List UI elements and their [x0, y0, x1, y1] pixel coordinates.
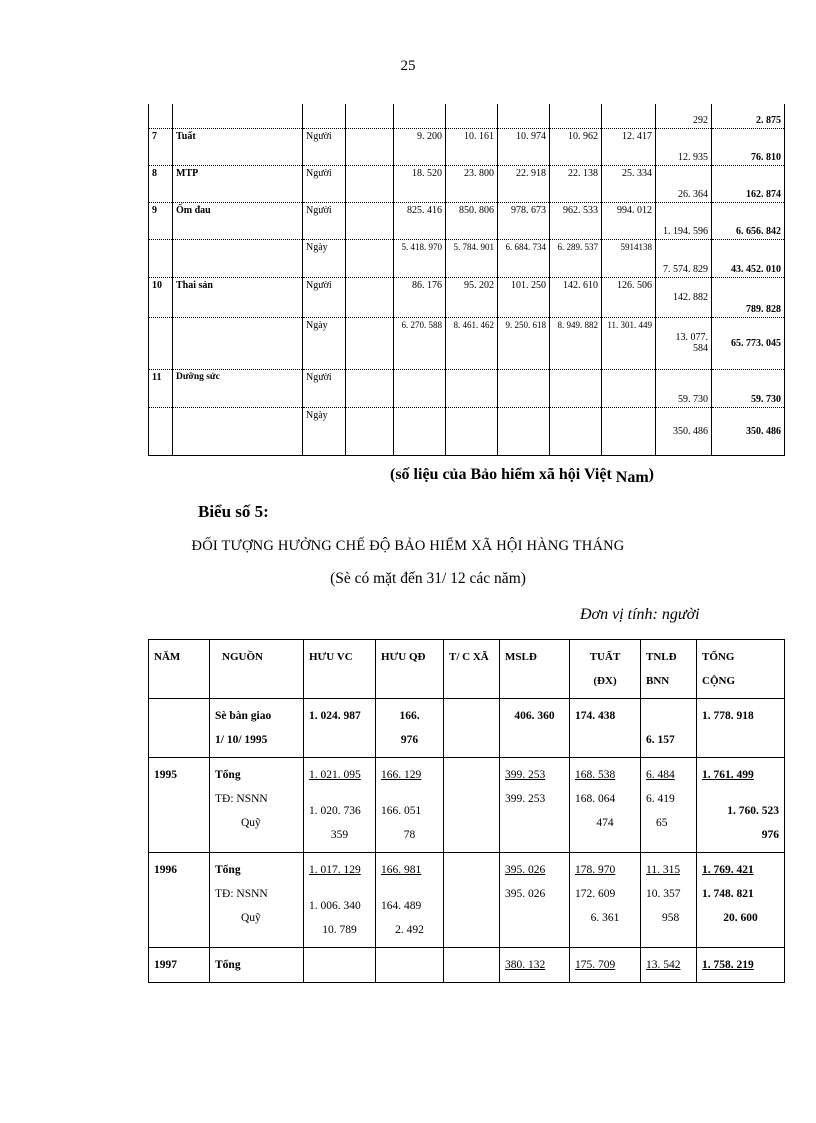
header-tnld: TNLĐ BNN	[641, 640, 697, 699]
header-tc-xa: T/ C XÃ	[444, 640, 500, 699]
cell: 1. 758. 219	[697, 948, 785, 983]
table-title: ĐỐI TƯỢNG HƯỞNG CHẾ ĐỘ BẢO HIỂM XÃ HỘI HÀNG THÁNG	[191, 538, 625, 554]
source-cell: Sè bàn giao 1/ 10/ 1995	[210, 699, 304, 758]
cell: 395. 026 395. 026	[500, 853, 570, 948]
source-note: (số liệu của Bảo hiểm xã hội Việt Nam)	[390, 466, 654, 486]
table-row	[149, 165, 785, 202]
row-label: Thai sản	[173, 277, 303, 317]
cell: 9. 200	[394, 128, 446, 165]
cell-line: 584	[693, 343, 708, 354]
row-number: 10	[149, 277, 173, 317]
table-row	[149, 407, 785, 455]
table-row-1996	[149, 853, 785, 948]
table-row-1997	[149, 948, 785, 983]
cell: 59. 730	[656, 369, 712, 407]
unit-label: Đơn vị tính: người	[580, 606, 700, 623]
cell: 178. 970 172. 609 6. 361	[570, 853, 641, 948]
cell: 65. 773. 045	[712, 317, 785, 369]
social-insurance-table-continued	[148, 104, 785, 456]
cell: 12. 417	[602, 128, 656, 165]
cell: 5. 784. 901	[446, 239, 498, 277]
row-number: 7	[149, 128, 173, 165]
header-msld: MSLĐ	[500, 640, 570, 699]
cell: 11. 301. 449	[602, 317, 656, 369]
cell: 1. 761. 499 1. 760. 523 976	[697, 758, 785, 853]
cell: 8. 461. 462	[446, 317, 498, 369]
cell: 166. 976	[376, 699, 444, 758]
year-cell: 1996	[149, 853, 210, 948]
page-number: 25	[400, 58, 416, 74]
cell: 175. 709	[570, 948, 641, 983]
row-unit: Ngày	[303, 407, 346, 455]
cell: 101. 250	[498, 277, 550, 317]
cell: 350. 486	[712, 407, 785, 455]
header-source: NGUỒN	[210, 640, 304, 699]
cell: 13. 542	[641, 948, 697, 983]
cell: 76. 810	[712, 128, 785, 165]
cell: 292	[656, 104, 712, 128]
row-unit: Người	[303, 128, 346, 165]
cell: 25. 334	[602, 165, 656, 202]
cell: 789. 828	[712, 277, 785, 317]
table-row	[149, 202, 785, 239]
cell: 6. 656. 842	[712, 202, 785, 239]
cell: 22. 138	[550, 165, 602, 202]
cell: 1. 021. 095 1. 020. 736 359	[304, 758, 376, 853]
cell: 166. 129 166. 051 78	[376, 758, 444, 853]
cell: 26. 364	[656, 165, 712, 202]
cell: 43. 452. 010	[712, 239, 785, 277]
year-cell: 1995	[149, 758, 210, 853]
row-unit: Ngày	[303, 317, 346, 369]
row-label: Ốm đau	[173, 202, 303, 239]
cell: 850. 806	[446, 202, 498, 239]
header-tuat: TUẤT (ĐX)	[570, 640, 641, 699]
cell: 6. 684. 734	[498, 239, 550, 277]
cell: 962. 533	[550, 202, 602, 239]
cell: 168. 538 168. 064 474	[570, 758, 641, 853]
cell: 1. 017. 129 1. 006. 340 10. 789	[304, 853, 376, 948]
table-row	[149, 369, 785, 407]
cell: 12. 935	[656, 128, 712, 165]
row-number: 11	[149, 369, 173, 407]
cell: 166. 981 164. 489 2. 492	[376, 853, 444, 948]
cell: 59. 730	[712, 369, 785, 407]
header-huu-qd: HƯU QĐ	[376, 640, 444, 699]
cell-line: 13. 077.	[675, 332, 708, 343]
cell: 86. 176	[394, 277, 446, 317]
cell: 1. 024. 987	[304, 699, 376, 758]
cell: 95. 202	[446, 277, 498, 317]
cell: 10. 974	[498, 128, 550, 165]
row-number: 9	[149, 202, 173, 239]
cell: 6. 157	[641, 699, 697, 758]
table-subtitle: (Sè có mặt đến 31/ 12 các năm)	[330, 570, 526, 587]
table-row	[149, 317, 785, 369]
header-total: TỔNG CỘNG	[697, 640, 785, 699]
cell: 162. 874	[712, 165, 785, 202]
cell: 1. 194. 596	[656, 202, 712, 239]
cell: 10. 962	[550, 128, 602, 165]
cell: 5914138	[602, 239, 656, 277]
cell: 6. 289. 537	[550, 239, 602, 277]
table-row	[149, 277, 785, 317]
header-huu-vc: HƯU VC	[304, 640, 376, 699]
cell: 1. 778. 918	[697, 699, 785, 758]
table-row	[149, 128, 785, 165]
cell: 7. 574. 829	[656, 239, 712, 277]
monthly-beneficiaries-table	[148, 639, 785, 983]
cell: 142. 610	[550, 277, 602, 317]
cell: 978. 673	[498, 202, 550, 239]
cell: 380. 132	[500, 948, 570, 983]
cell: 22. 918	[498, 165, 550, 202]
cell: 399. 253 399. 253	[500, 758, 570, 853]
header-row	[149, 640, 785, 699]
cell: 2. 875	[712, 104, 785, 128]
cell: 10. 161	[446, 128, 498, 165]
row-unit: Người	[303, 277, 346, 317]
row-label: Dưỡng sức	[173, 369, 303, 407]
table-row	[149, 104, 785, 128]
year-cell: 1997	[149, 948, 210, 983]
row-unit: Ngày	[303, 239, 346, 277]
row-label: Tuất	[173, 128, 303, 165]
row-unit: Người	[303, 165, 346, 202]
cell: 994. 012	[602, 202, 656, 239]
cell: 5. 418. 970	[394, 239, 446, 277]
source-cell: Tổng	[210, 948, 304, 983]
cell: 8. 949. 882	[550, 317, 602, 369]
cell	[656, 317, 712, 369]
header-year: NĂM	[149, 640, 210, 699]
cell: 350. 486	[656, 407, 712, 455]
cell: 406. 360	[500, 699, 570, 758]
table-label: Biểu số 5:	[198, 502, 269, 521]
table-row-1995	[149, 758, 785, 853]
row-unit: Người	[303, 369, 346, 407]
cell: 11. 315 10. 357 958	[641, 853, 697, 948]
cell: 6. 270. 588	[394, 317, 446, 369]
table-row-handover	[149, 699, 785, 758]
cell: 23. 800	[446, 165, 498, 202]
source-cell: Tổng TĐ: NSNN Quỹ	[210, 853, 304, 948]
cell: 126. 506	[602, 277, 656, 317]
row-label: MTP	[173, 165, 303, 202]
cell: 1. 769. 421 1. 748. 821 20. 600	[697, 853, 785, 948]
row-unit: Người	[303, 202, 346, 239]
cell: 825. 416	[394, 202, 446, 239]
cell: 142. 882	[656, 277, 712, 317]
source-cell: Tổng TĐ: NSNN Quỹ	[210, 758, 304, 853]
cell: 6. 484 6. 419 65	[641, 758, 697, 853]
table-row	[149, 239, 785, 277]
cell: 9. 250. 618	[498, 317, 550, 369]
cell: 174. 438	[570, 699, 641, 758]
row-number: 8	[149, 165, 173, 202]
cell: 18. 520	[394, 165, 446, 202]
